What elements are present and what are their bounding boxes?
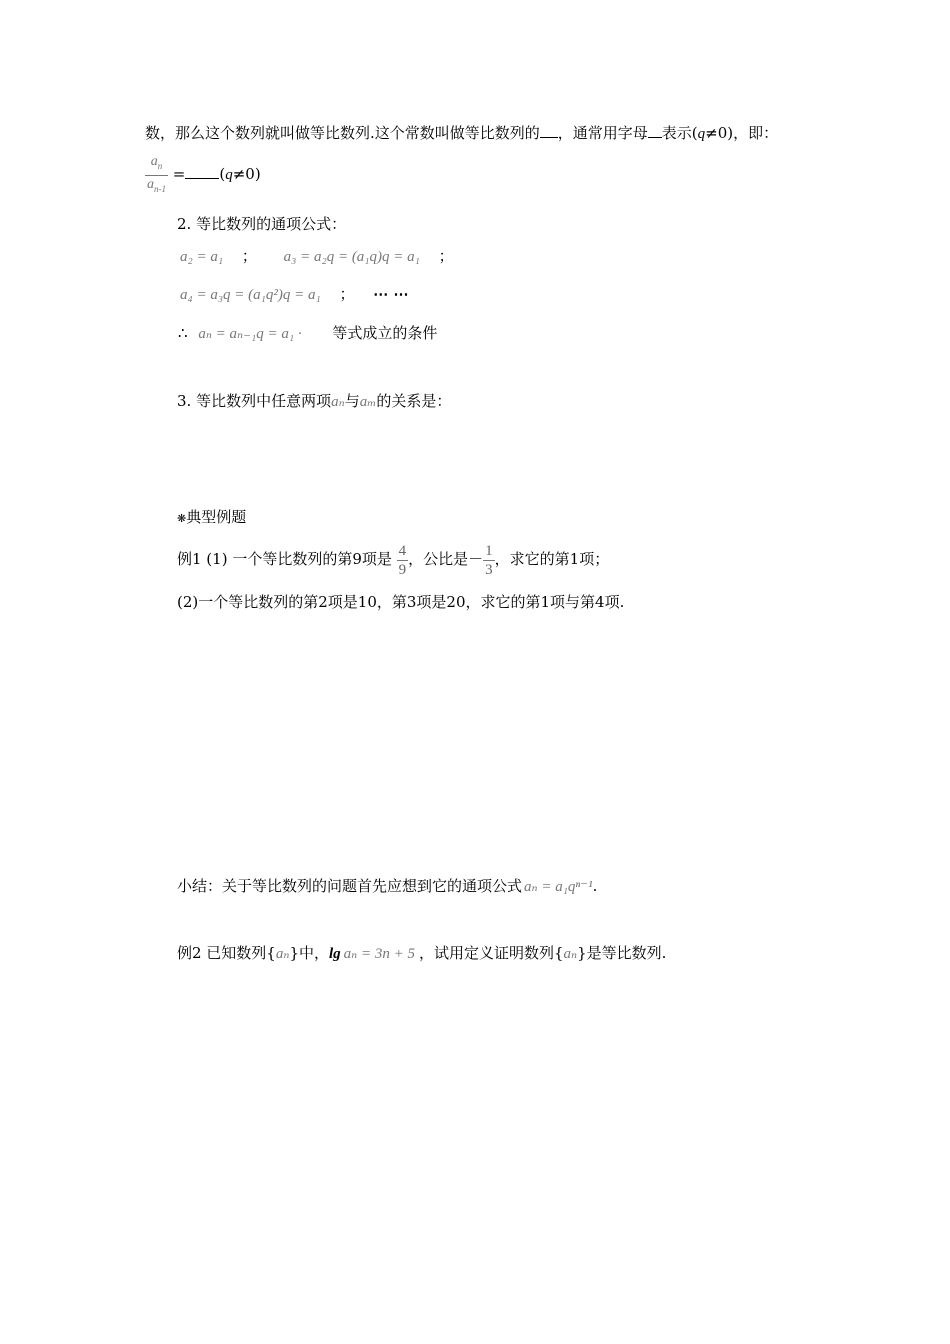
- ex1-mid: ，公比是－: [408, 550, 484, 568]
- flower-icon: ❋: [177, 512, 187, 525]
- ex2-mid1: }中，: [289, 944, 329, 962]
- ratio-numerator: $a_n$: [145, 153, 168, 176]
- summary-end: .: [592, 877, 598, 895]
- ratio-tail-pre: (: [219, 165, 226, 183]
- example-1-part-2: (2)一个等比数列的第2项是10，第3项是20，求它的第1项与第4项.: [177, 593, 625, 611]
- ex2-an-2: aₙ: [563, 946, 578, 962]
- section-3-suffix: 的关系是：: [376, 392, 452, 410]
- formula-row-2: [180, 284, 409, 305]
- term-an: aₙ: [331, 394, 345, 410]
- definition-text-suffix-pre: 表示(: [661, 124, 698, 142]
- formula-sep-1: ；: [241, 247, 257, 265]
- ratio-denominator: $a_{n-1}$: [147, 176, 166, 194]
- formula-a4: a₄ = a₃q = (a₁q²)q = a₁: [180, 287, 321, 303]
- summary-line: [177, 876, 597, 897]
- ex2-mid2: ，试用定义证明数列{: [419, 944, 564, 962]
- formula-a2: a₂ = a₁: [180, 249, 224, 265]
- examples-heading-text: 典型例题: [186, 508, 247, 526]
- ratio-tail-post: ≠0): [232, 165, 261, 183]
- section-3-prefix: 3. 等比数列中任意两项: [177, 392, 332, 410]
- ratio-line: [145, 152, 261, 197]
- blank-common-ratio[interactable]: [540, 123, 558, 138]
- ex2-lg: lg: [329, 946, 341, 962]
- ratio-equals: =: [172, 165, 186, 183]
- ex1-suffix: ，求它的第1项；: [494, 550, 610, 568]
- ex2-formula: aₙ = 3n + 5: [343, 946, 415, 962]
- fraction-four-ninths: $\frac{4}{9}$: [398, 542, 407, 578]
- fraction-one-third: $\frac{1}{3}$: [485, 542, 493, 578]
- formula-dots: ⋯ ⋯: [373, 285, 409, 303]
- formula-row-3: [178, 323, 437, 344]
- formula-row-1: [180, 246, 454, 267]
- definition-text-suffix-post: ≠0)，即：: [705, 124, 779, 142]
- ex1-prefix: 例1 (1) 一个等比数列的第9项是: [177, 550, 392, 568]
- formula-condition-text: 等式成立的条件: [332, 324, 438, 342]
- therefore-symbol: ∴: [178, 324, 188, 342]
- summary-formula: aₙ = a₁qⁿ⁻¹: [524, 879, 593, 895]
- section-3-mid: 与: [344, 392, 360, 410]
- q-symbol: q: [697, 126, 706, 142]
- definition-line: [145, 123, 778, 144]
- blank-ratio[interactable]: [185, 164, 219, 179]
- term-am: aₘ: [359, 394, 377, 410]
- blank-letter[interactable]: [648, 123, 662, 138]
- q-symbol-2: q: [225, 167, 233, 183]
- definition-text-mid: ，通常用字母: [557, 124, 648, 142]
- section-3-line: [177, 391, 451, 412]
- ex2-prefix: 例2 已知数列{: [177, 944, 276, 962]
- section-2-title: 2. 等比数列的通项公式：: [177, 215, 347, 233]
- formula-sep-2: ；: [438, 247, 454, 265]
- formula-a3: a₃ = a₂q = (a₁q)q = a₁: [283, 249, 420, 265]
- ex2-suffix: }是等比数列.: [577, 944, 667, 962]
- example-2-line: [177, 943, 666, 964]
- definition-text-prefix: 数，那么这个数列就叫做等比数列.这个常数叫做等比数列的: [145, 124, 540, 142]
- formula-an: aₙ = aₙ₋₁q = a₁ ·: [198, 326, 302, 342]
- formula-sep-3: ；: [339, 285, 355, 303]
- examples-heading: [177, 507, 246, 529]
- summary-prefix: 小结：关于等比数列的问题首先应想到它的通项公式: [177, 877, 523, 895]
- ratio-fraction: [145, 153, 168, 198]
- example-1-part-1: [177, 537, 609, 581]
- ex2-an: aₙ: [275, 946, 290, 962]
